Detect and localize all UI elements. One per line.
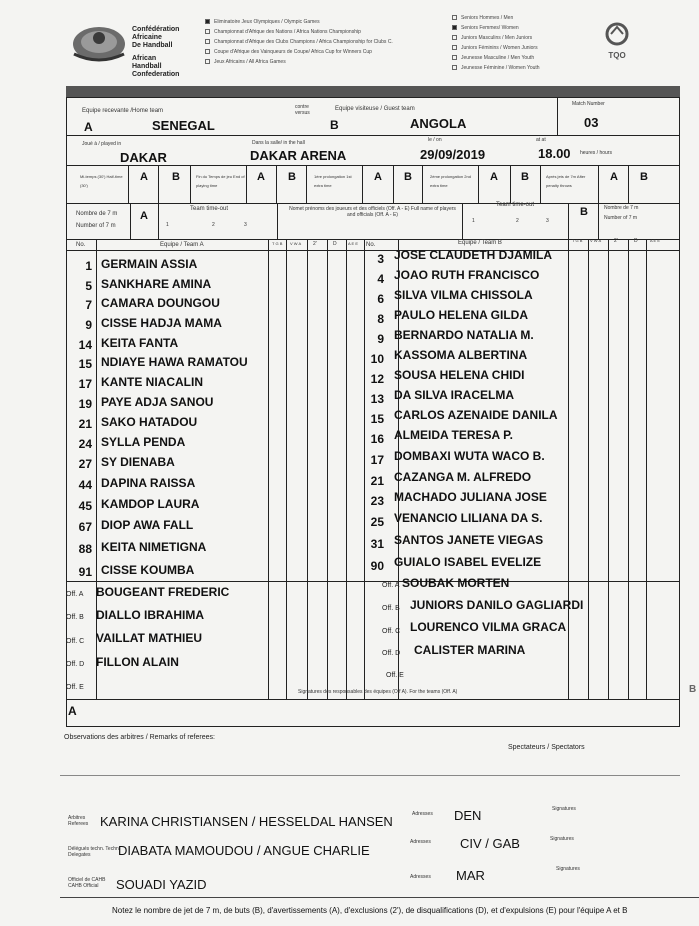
player-number: 45 [78, 499, 92, 513]
player-name: CAMARA DOUNGOU [101, 296, 220, 310]
player-name: DOMBAXI WUTA WACO B. [394, 449, 545, 463]
official-name: SOUADI YAZID [116, 877, 207, 892]
delegates-address-label: Adresses [410, 839, 431, 845]
team-a-header: Equipe / Team A [160, 242, 204, 248]
penalty-label: Après jets de 7m After penalty throws [546, 174, 586, 188]
player-number: 12 [370, 372, 384, 386]
time-label: at at [536, 137, 546, 143]
official-sig-label: Signatures [556, 866, 580, 872]
checkbox-icon[interactable] [205, 49, 210, 54]
halftime-label: Mi-temps (30') Half-time (30') [80, 174, 123, 188]
player-number: 91 [78, 565, 92, 579]
guest-label: Equipe visiteuse / Guest team [335, 106, 415, 112]
col-header: A E E [348, 241, 359, 246]
played-in-label: Joué à / played in [82, 141, 122, 147]
footer-note: Notez le nombre de jet de 7 m, de buts (B), d'avertissements (A), d'exclusions (2'), de disqualifications (D), et d'expulsions (E) pour l'équipe A et B [112, 906, 628, 915]
checkbox-icon[interactable] [205, 59, 210, 64]
player-name: JOAO RUTH FRANCISCO [394, 268, 540, 282]
org-line: Handball [132, 63, 162, 70]
player-number: 6 [377, 292, 384, 306]
no-header-b: No. [366, 242, 376, 248]
player-name: DAPINA RAISSA [101, 476, 196, 490]
player-name: KAMDOP LAURA [101, 497, 200, 511]
official-address-label: Adresses [410, 874, 431, 880]
team-b-letter: B [330, 118, 339, 132]
referees-names: KARINA CHRISTIANSEN / HESSELDAL HANSEN [100, 814, 393, 829]
player-number: 10 [370, 352, 384, 366]
official-name: BOUGEANT FREDERIC [96, 585, 230, 599]
official-label: Off. E [66, 684, 84, 691]
sponsor-label: TQO [608, 51, 626, 60]
player-name: SILVA VILMA CHISSOLA [394, 288, 533, 302]
delegates-names: DIABATA MAMOUDOU / ANGUE CHARLIE [118, 843, 370, 858]
halftime-a: A [140, 171, 148, 183]
official-name: CALISTER MARINA [414, 643, 526, 657]
player-number: 27 [78, 457, 92, 471]
team-b-header: Equipe / Team B [458, 240, 502, 246]
player-name: CISSE HADJA MAMA [101, 316, 222, 330]
official-name: JUNIORS DANILO GAGLIARDI [410, 598, 584, 612]
official-name: SOUBAK MORTEN [402, 576, 510, 590]
delegates-sig-label: Signatures [550, 836, 574, 842]
et2-b: B [521, 171, 529, 183]
signature-a-letter: A [68, 704, 77, 718]
match-number-label: Match Number [572, 101, 605, 107]
player-number: 8 [377, 312, 384, 326]
home-team-name: SENEGAL [152, 118, 215, 133]
org-name [132, 26, 179, 79]
player-number: 9 [377, 332, 384, 346]
player-name: DIOP AWA FALL [101, 518, 194, 532]
category-label: Seniors Femmes/ Women [461, 25, 519, 31]
no-header-a: No. [76, 242, 86, 248]
category-label: Seniors Hommes / Men [461, 15, 514, 21]
category-option[interactable] [452, 15, 513, 21]
official-label: Off. E [386, 672, 404, 679]
player-name: GUIALO ISABEL EVELIZE [394, 555, 542, 569]
category-label: Jeunesse Masculine / Men Youth [461, 55, 535, 61]
player-name: MACHADO JULIANA JOSE [394, 490, 547, 504]
match-number-value: 03 [584, 115, 599, 130]
timeout-slot: 2 [516, 218, 519, 224]
checkbox-icon[interactable] [452, 25, 457, 30]
col-header: V W A [290, 241, 302, 246]
halftime-b: B [172, 171, 180, 183]
timeout-team-a-letter: A [140, 210, 148, 222]
player-number: 17 [78, 377, 92, 391]
hall-label: Dans la salle/ in the hall [252, 140, 305, 146]
player-number: 24 [78, 437, 92, 451]
checkbox-icon[interactable] [452, 45, 457, 50]
player-name: KANTE NIACALIN [101, 375, 203, 389]
timeout-slot: 3 [546, 218, 549, 224]
player-name: SANKHARE AMINA [101, 277, 212, 291]
player-name: KEITA FANTA [101, 336, 179, 350]
player-number: 15 [78, 357, 92, 371]
player-number: 16 [370, 432, 384, 446]
competition-label: Coupe d'Afrique des Vainqueurs de Coupe/ Africa Cup for Winners Cup [214, 49, 372, 55]
col-header: A E E [650, 238, 661, 243]
official-label: Off. A [382, 582, 400, 589]
player-number: 9 [85, 318, 92, 332]
guest-team-name: ANGOLA [410, 116, 467, 131]
org-line: Confédération [132, 26, 180, 33]
col-header: 2' [313, 241, 317, 247]
player-number: 13 [370, 392, 384, 406]
category-option[interactable] [452, 25, 519, 31]
player-number: 90 [370, 559, 384, 573]
org-line: Africaine [132, 34, 162, 41]
player-name: SOUSA HELENA CHIDI [394, 368, 525, 382]
competition-option[interactable] [205, 19, 320, 25]
player-number: 7 [85, 298, 92, 312]
player-name: KEITA NIMETIGNA [101, 540, 207, 554]
org-line: De Handball [132, 42, 173, 49]
official-name: FILLON ALAIN [96, 655, 179, 669]
versus-label: contre versus [295, 104, 310, 116]
end-a: A [257, 171, 265, 183]
official-label: Off. B [66, 614, 84, 621]
timeout-slot: 1 [166, 222, 169, 228]
competition-option[interactable] [205, 49, 372, 55]
official-name: DIALLO IBRAHIMA [96, 608, 204, 622]
player-name: BERNARDO NATALIA M. [394, 328, 534, 342]
player-name: SAKO HATADOU [101, 415, 198, 429]
player-name: VENANCIO LILIANA DA S. [394, 511, 543, 525]
date-label: le / on [428, 137, 442, 143]
org-line: African [132, 55, 157, 62]
et2-a: A [490, 171, 498, 183]
referees-sig-label: Signatures [552, 806, 576, 812]
checkbox-icon[interactable] [452, 35, 457, 40]
category-label: Juniors Masculins / Men Juniors [461, 35, 533, 41]
official-address: MAR [456, 868, 485, 883]
signature-b-letter: B [689, 684, 697, 695]
delegates-label: Délégués techn. Techn. Delegates [68, 846, 121, 858]
official-label: Off. C [382, 628, 401, 635]
player-number: 21 [78, 417, 92, 431]
team-timeout-b: Team time-out [496, 202, 535, 208]
et2-label: 2ème prolongation 2nd extra time [430, 174, 471, 188]
player-name: SANTOS JANETE VIEGAS [394, 533, 544, 547]
team-timeout-a: Team time-out [190, 206, 229, 212]
names-label: Nomet prénoms des joueurs et des officiels (Off. A - E) Full name of players and officials (Off. A - E) [289, 206, 456, 218]
player-number: 31 [370, 537, 384, 551]
competition-label: Championnat d'Afrique des Nations / Africa Nations Championship [214, 29, 361, 35]
player-number: 14 [78, 338, 92, 352]
player-name: PAULO HELENA GILDA [394, 308, 528, 322]
player-number: 1 [85, 259, 92, 273]
et1-label: 1ère prolongation 1st extra time [314, 174, 352, 188]
col-header: T G B [272, 241, 283, 246]
checkbox-icon[interactable] [452, 55, 457, 60]
category-label: Jeunesse Féminine / Women Youth [461, 65, 540, 71]
player-number: 25 [370, 515, 384, 529]
checkbox-icon[interactable] [205, 19, 210, 24]
player-name: ALMEIDA TERESA P. [394, 428, 513, 442]
competition-label: Eliminatoire Jeux Olympiques / Olympic Games [214, 19, 320, 25]
col-header: T G B [572, 238, 583, 243]
player-number: 3 [377, 252, 384, 266]
city-value: DAKAR [120, 150, 167, 165]
referees-address-label: Adresses [412, 811, 433, 817]
seven-m-label-b: Nombre de 7 m Number of 7 m [604, 205, 639, 221]
player-number: 23 [370, 494, 384, 508]
competition-option[interactable] [205, 39, 393, 45]
col-header: D [634, 238, 638, 244]
official-name: LOURENCO VILMA GRACA [410, 620, 567, 634]
sponsor-icon [602, 22, 632, 46]
competition-label: Championnat d'Afrique des Clubs Champions / Africa Championship for Clubs C. [214, 39, 393, 45]
player-name: DA SILVA IRACELMA [394, 388, 514, 402]
penalty-b: B [640, 171, 648, 183]
category-option[interactable] [452, 45, 538, 51]
player-number: 88 [78, 542, 92, 556]
player-name: SYLLA PENDA [101, 435, 186, 449]
time-unit: heures / hours [580, 150, 612, 156]
category-option[interactable] [452, 55, 534, 61]
delegates-address: CIV / GAB [460, 836, 520, 851]
timeout-slot: 1 [472, 218, 475, 224]
player-number: 15 [370, 412, 384, 426]
player-name: KASSOMA ALBERTINA [394, 348, 528, 362]
player-name: CAZANGA M. ALFREDO [394, 470, 532, 484]
end-label: Fin du Temps de jeu End of playing time [196, 174, 245, 188]
timeout-slot: 3 [244, 222, 247, 228]
player-name: GERMAIN ASSIA [101, 257, 198, 271]
player-number: 4 [377, 272, 384, 286]
spectators-label: Spectateurs / Spectators [508, 744, 585, 751]
date-value: 29/09/2019 [420, 147, 486, 162]
player-name: NDIAYE HAWA RAMATOU [101, 355, 248, 369]
player-name: JOSE CLAUDETH DJAMILA [394, 248, 553, 262]
cahb-logo [70, 20, 128, 66]
official-name: VAILLAT MATHIEU [96, 631, 202, 645]
player-name: CARLOS AZENAIDE DANILA [394, 408, 558, 422]
end-b: B [288, 171, 296, 183]
time-value: 18.00 [538, 146, 571, 161]
referees-address: DEN [454, 808, 482, 823]
official-label: Off. D [66, 661, 85, 668]
player-name: SY DIENABA [101, 455, 175, 469]
col-header: V W A [590, 238, 602, 243]
checkbox-icon[interactable] [205, 29, 210, 34]
et1-a: A [374, 171, 382, 183]
player-number: 67 [78, 520, 92, 534]
competition-option[interactable] [205, 59, 286, 65]
checkbox-icon[interactable] [452, 65, 457, 70]
official-label: Off. D [382, 650, 401, 657]
player-name: CISSE KOUMBA [101, 563, 195, 577]
official-label: Off. C [66, 638, 85, 645]
official-label: Officiel de CAHB CAHB Official [68, 877, 106, 889]
sponsor-logo [600, 22, 634, 60]
category-option[interactable] [452, 65, 540, 71]
category-option[interactable] [452, 35, 532, 41]
official-label: Off. A [66, 591, 84, 598]
col-header: D [333, 241, 337, 247]
checkbox-icon[interactable] [205, 39, 210, 44]
player-number: 17 [370, 453, 384, 467]
remarks-label: Observations des arbitres / Remarks of referees: [64, 734, 215, 741]
col-header: 2' [614, 238, 618, 244]
team-a-letter: A [84, 120, 93, 134]
referees-label: Arbitres Referees [68, 815, 89, 827]
penalty-a: A [610, 171, 618, 183]
org-line: Confederation [132, 71, 180, 78]
competition-label: Jeux Africains / All Africa Games [214, 59, 286, 65]
checkbox-icon[interactable] [452, 15, 457, 20]
player-number: 21 [370, 474, 384, 488]
player-number: 44 [78, 478, 92, 492]
player-number: 19 [78, 397, 92, 411]
player-name: PAYE ADJA SANOU [101, 395, 214, 409]
timeout-slot: 2 [212, 222, 215, 228]
et1-b: B [404, 171, 412, 183]
signatures-label: Signatures des responsables des équipes (Off A). For the teams (Off. A) [298, 689, 458, 695]
timeout-team-b-letter: B [580, 206, 588, 218]
category-label: Juniors Féminins / Women Juniors [461, 45, 538, 51]
home-label: Equipe recevante /Home team [82, 108, 164, 114]
player-number: 5 [85, 279, 92, 293]
hall-value: DAKAR ARENA [250, 148, 347, 163]
official-label: Off. B [382, 605, 400, 612]
seven-m-label-a: Nombre de 7 m Number of 7 m [76, 211, 118, 229]
competition-option[interactable] [205, 29, 361, 35]
